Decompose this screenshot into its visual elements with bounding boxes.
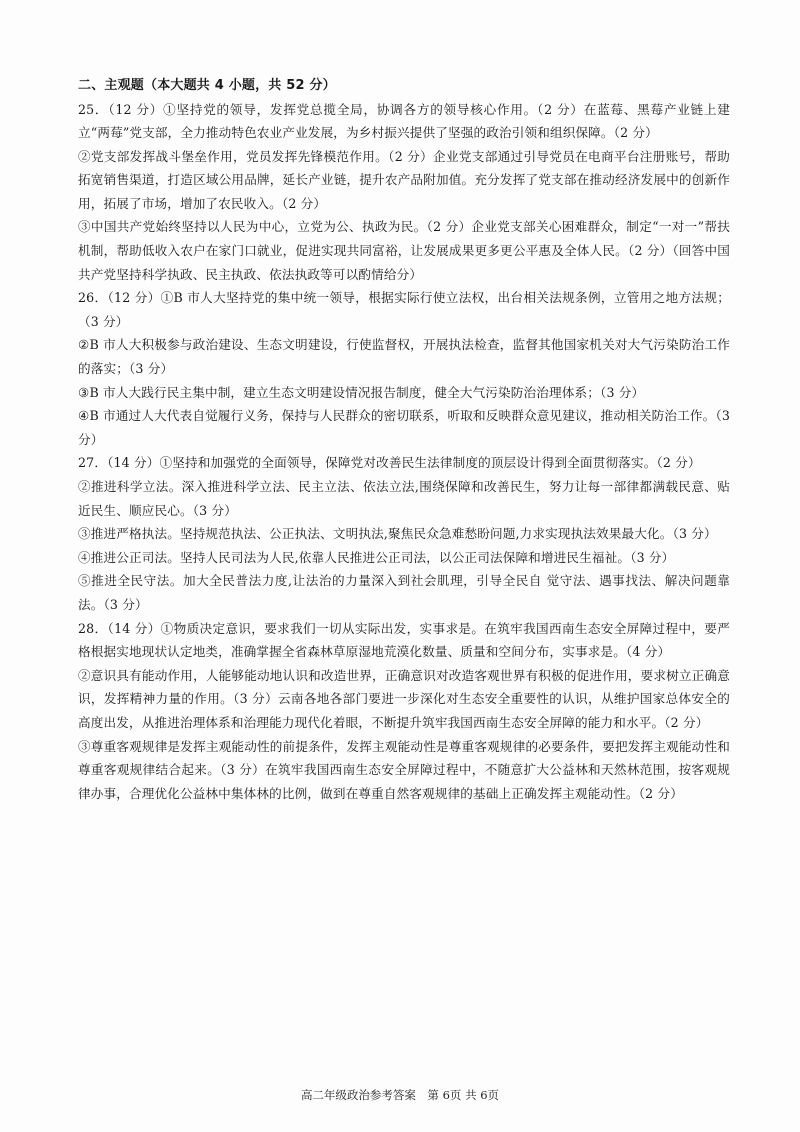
answer-paragraph-27-3: ③推进严格执法。坚持规范执法、公正执法、文明执法,聚焦民众急难愁盼问题,力求实现执法效果最大化。（3 分） — [78, 526, 717, 542]
answer-paragraph-27-4: ④推进公正司法。坚持人民司法为人民,依靠人民推进公正司法，以公正司法保障和增进民生福祉。（3 分） — [78, 549, 675, 565]
answer-paragraph-26-3: ③B 市人大践行民主集中制，建立生态文明建设情况报告制度，健全大气污染防治治理体系；（3 分） — [78, 384, 645, 400]
answer-paragraph-28-3: ③尊重客观规律是发挥主观能动性的前提条件，发挥主观能动性是尊重客观规律的必要条件，要把发挥主观能动性和尊重客观规律结合起来。（3 分）在筑牢我国西南生态安全屏障过程中，不随意扩大公益林和天然林范围，按客观规律办事，合理优化公益林中集体林的比例，做到在尊重自然客观规律的基础上正确发挥主观能动性。（2 分） — [78, 738, 730, 801]
answer-paragraph-27-1: 27．（14 分）①坚持和加强党的全面领导，保障党对改善民生法律制度的顶层设计得到全面贯彻落实。（2 分） — [78, 455, 701, 471]
page-content — [78, 74, 730, 805]
answer-paragraph-27-5: ⑤推进全民守法。加大全民普法力度,让法治的力量深入到社会肌理，引导全民自 觉守法、遇事找法、解决问题靠法。（3 分） — [78, 573, 730, 612]
answer-paragraph-25-1: 25．（12 分）①坚持党的领导，发挥党总揽全局，协调各方的领导核心作用。（2 分）在蓝莓、黑莓产业链上建立“两莓”党支部，全力推动特色农业产业发展，为乡村振兴提供了坚强的政治引领和组织保障。（2 分） — [78, 101, 730, 141]
section-title: 二、主观题（本大题共 4 小题，共 52 分） — [78, 78, 336, 93]
answer-paragraph-25-3: ③中国共产党始终坚持以人民为中心，立党为公、执政为民。（2 分）企业党支部关心困难群众，制定“一对一”帮扶机制，帮助低收入农户在家门口就业，促进实现共同富裕，让发展成果更多更公平惠及全体人民。（2 分）（回答中国共产党坚持科学执政、民主执政、依法执政等可以酌情给分） — [78, 219, 730, 282]
answer-paragraph-26-1: 26．（12 分）①B 市人大坚持党的集中统一领导，根据实际行使立法权，出台相关法规条例，立管用之地方法规；（3 分） — [78, 290, 730, 329]
answer-paragraph-27-2: ②推进科学立法。深入推进科学立法、民主立法、依法立法,围绕保障和改善民生，努力让每一部律都满载民意、贴近民生、顺应民心。（3 分） — [78, 479, 730, 518]
answer-paragraph-26-4: ④B 市通过人大代表自觉履行义务，保持与人民群众的密切联系，听取和反映群众意见建议，推动相关防治工作。（3 分） — [78, 408, 730, 447]
answer-paragraph-28-1: 28．（14 分）①物质决定意识，要求我们一切从实际出发，实事求是。在筑牢我国西南生态安全屏障过程中，要严格根据实地现状认定地类，准确掌握全省森林草原湿地荒漠化数量、质量和空间分布，实事求是。（4 分） — [78, 620, 730, 660]
answer-paragraph-28-2: ②意识具有能动作用，人能够能动地认识和改造世界，正确意识对改造客观世界有积极的促进作用，要求树立正确意识，发挥精神力量的作用。（3 分）云南各地各部门要进一步深化对生态安全重要性的认识，从维护国家总体安全的高度出发，从推进治理体系和治理能力现代化着眼，不断提升筑牢我国西南生态安全屏障的能力和水平。（2 分） — [78, 667, 730, 730]
answer-paragraph-26-2: ②B 市人大积极参与政治建设、生态文明建设，行使监督权，开展执法检查，监督其他国家机关对大气污染防治工作的落实；（3 分） — [78, 337, 730, 377]
answer-paragraph-25-2: ②党支部发挥战斗堡垒作用，党员发挥先锋模范作用。（2 分）企业党支部通过引导党员在电商平台注册账号，帮助拓宽销售渠道，打造区域公用品牌，延长产业链，提升农产品附加值。充分发挥了党支部在推动经济发展中的创新作用，拓展了市场，增加了农民收入。（2 分） — [78, 148, 730, 211]
page-footer: 高二年级政治参考答案 第 6页 共 6页 — [300, 1088, 500, 1102]
